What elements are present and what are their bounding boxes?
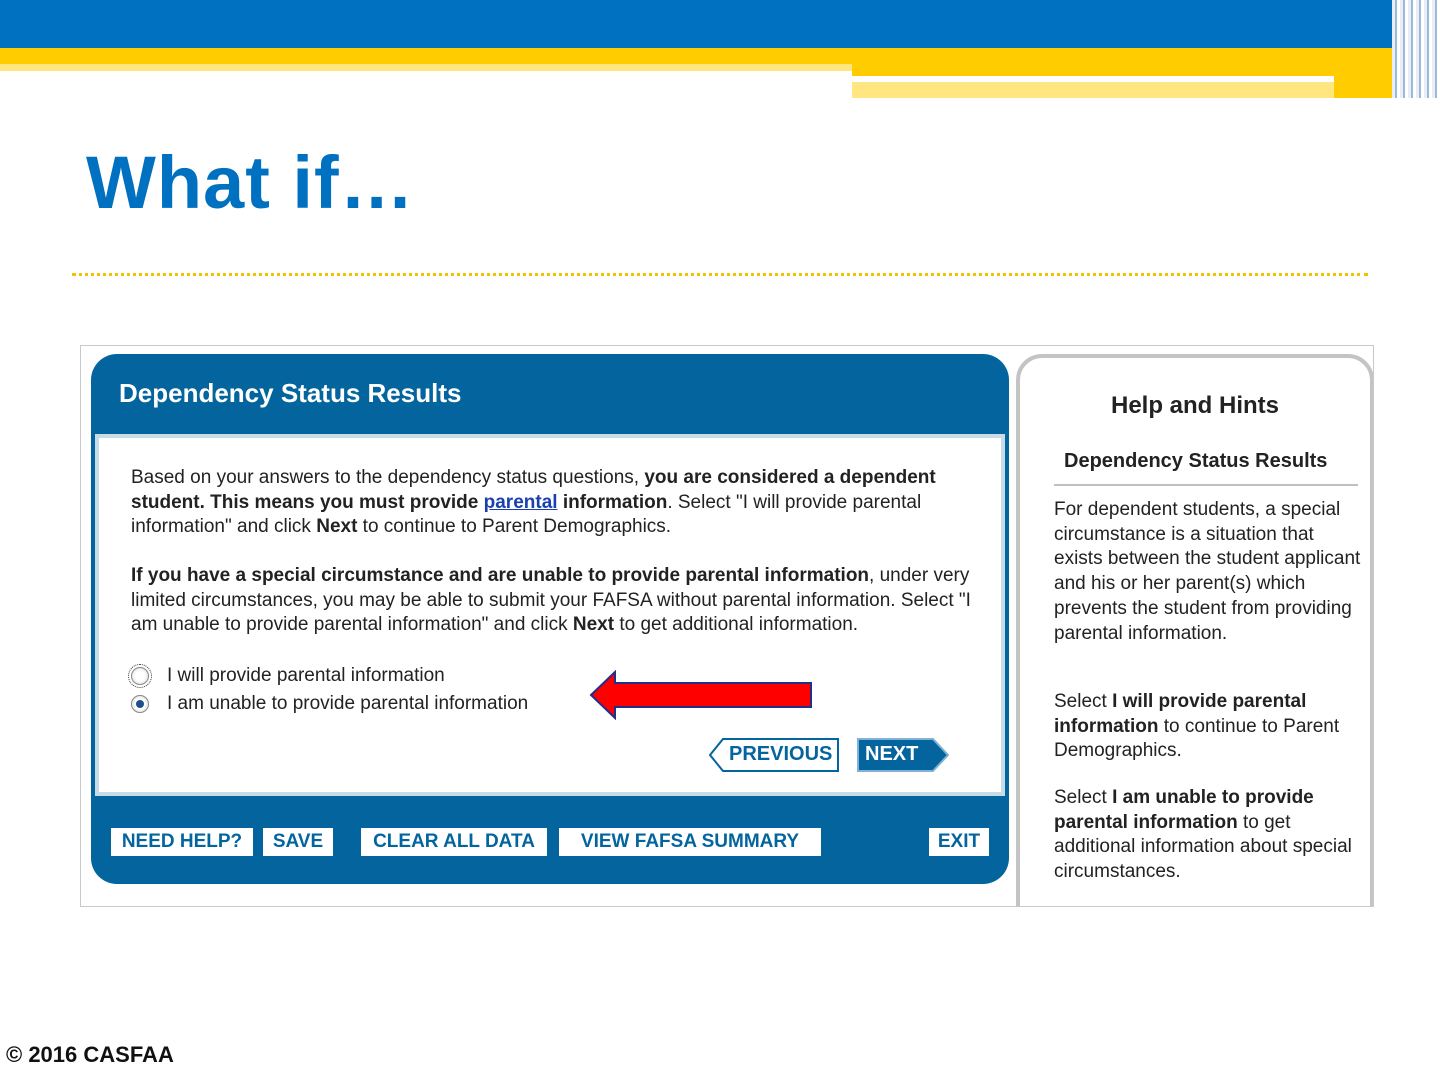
copyright-footer: © 2016 CASFAA xyxy=(6,1042,174,1067)
next-label: NEXT xyxy=(865,743,919,765)
help-text: to get additional information about special circumstances. xyxy=(1054,811,1352,883)
header-yellow-bar-right xyxy=(852,64,1400,76)
help-text: Select xyxy=(1054,787,1113,808)
red-arrow-icon xyxy=(589,670,815,720)
result-paragraph xyxy=(131,466,991,540)
para-bold-text: you are considered a dependent student. This means you must provide xyxy=(131,467,936,513)
clear-all-data-button[interactable]: CLEAR ALL DATA xyxy=(361,828,547,856)
help-title: Help and Hints xyxy=(1110,392,1279,419)
para-text: . Select "I will provide parental information" and click xyxy=(131,491,922,537)
exit-button[interactable]: EXIT xyxy=(929,828,989,856)
help-and-hints-panel xyxy=(1016,354,1374,907)
help-text: Select xyxy=(1054,691,1113,712)
slide-title: What if… xyxy=(86,141,415,224)
fafsa-screenshot xyxy=(80,345,1374,907)
help-paragraph xyxy=(1054,690,1364,764)
header-blue-bar xyxy=(0,0,1440,48)
view-fafsa-summary-button[interactable]: VIEW FAFSA SUMMARY xyxy=(559,828,821,856)
option-label: I will provide parental information xyxy=(167,665,445,686)
option-label: I am unable to provide parental information xyxy=(167,693,529,714)
panel-title: Dependency Status Results xyxy=(119,378,462,408)
para-text: Based on your answers to the dependency status questions, xyxy=(131,467,645,488)
radio-selected-icon[interactable] xyxy=(131,695,149,713)
help-paragraph xyxy=(1054,786,1364,885)
help-subtitle: Dependency Status Results xyxy=(1064,450,1328,472)
previous-button[interactable] xyxy=(709,738,839,772)
header-yellow-bar-light-right xyxy=(852,82,1334,98)
option-will-provide[interactable] xyxy=(131,663,445,689)
save-button[interactable]: SAVE xyxy=(263,828,333,856)
header-stripes xyxy=(1392,0,1440,98)
para-bold-text: Next xyxy=(572,614,615,635)
need-help-button[interactable]: NEED HELP? xyxy=(111,828,253,856)
help-paragraph: For dependent students, a special circumstance is a situation that exists between the student applicant and his or her parent(s) which prevents the student from providing parental information. xyxy=(1054,499,1361,644)
radio-unselected-icon[interactable] xyxy=(131,667,149,685)
dependency-status-panel xyxy=(91,354,1009,884)
header-yellow-block xyxy=(1334,74,1400,98)
help-divider xyxy=(1054,484,1358,486)
para-bold-text: If you have a special circumstance and are unable to provide parental information xyxy=(131,565,870,586)
para-text: to get additional information. xyxy=(614,614,859,635)
help-bold-text: I will provide parental information xyxy=(1054,691,1307,737)
para-text: , under very limited circumstances, you may be able to submit your FAFSA without parental information. Select "I am unable to provide parental information" and click xyxy=(131,565,971,635)
header-yellow-bar xyxy=(0,48,1400,64)
help-bold-text: I am unable to provide parental information xyxy=(1054,787,1314,833)
para-text: to continue to Parent Demographics. xyxy=(357,516,672,537)
panel-content xyxy=(95,434,1005,796)
parental-link[interactable]: parental xyxy=(483,491,558,513)
option-unable-to-provide[interactable] xyxy=(131,691,528,717)
title-divider xyxy=(72,273,1368,276)
header-yellow-bar-light xyxy=(0,64,852,71)
special-circumstance-paragraph xyxy=(131,564,991,638)
para-bold-text: Next xyxy=(316,516,358,537)
next-button[interactable] xyxy=(857,738,949,772)
previous-label: PREVIOUS xyxy=(729,743,833,765)
help-text: to continue to Parent Demographics. xyxy=(1054,715,1340,762)
para-bold-text: information xyxy=(557,491,668,513)
